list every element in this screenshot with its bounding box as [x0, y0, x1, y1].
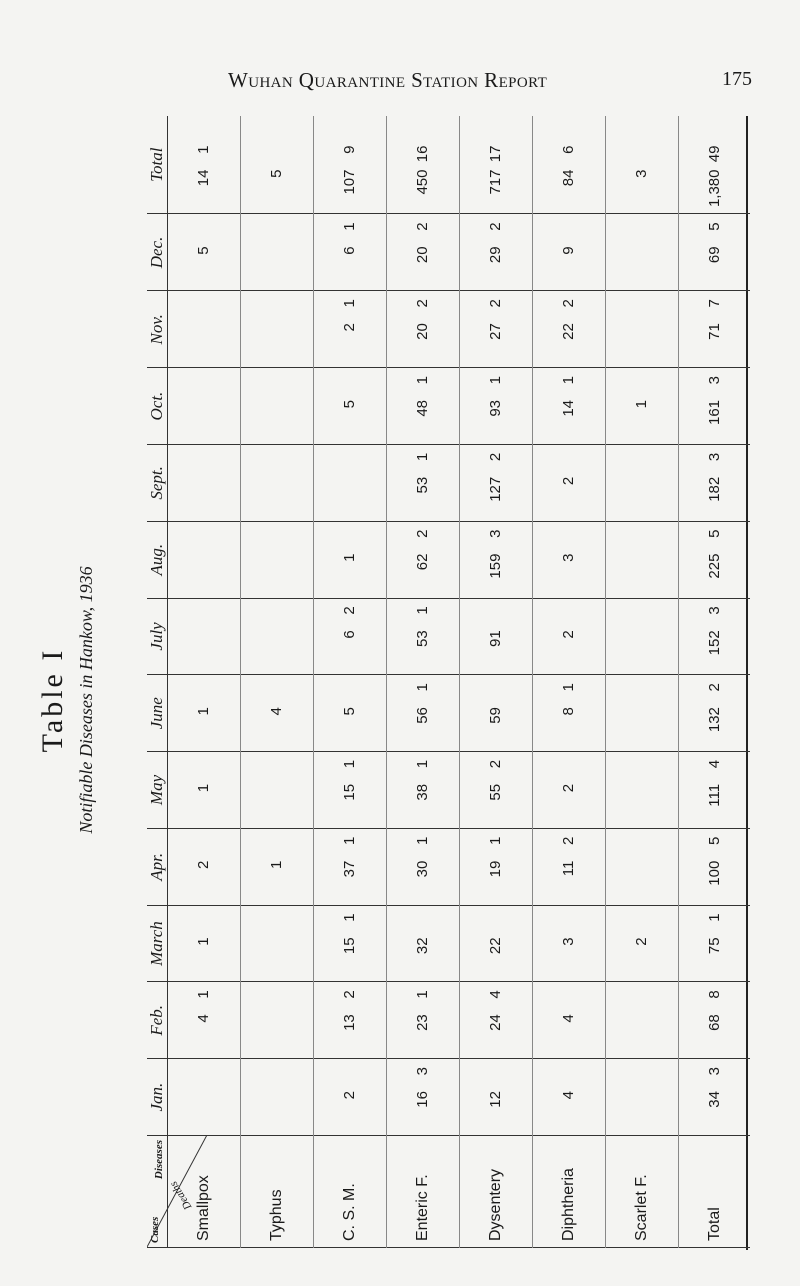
deaths-value: 2 [341, 990, 359, 999]
deaths-value: 3 [705, 1067, 723, 1076]
deaths-value: 1 [341, 299, 359, 308]
table-cell [679, 1059, 750, 1136]
cases-value: 3 [560, 937, 578, 946]
table-cell [533, 598, 606, 675]
table-cell [387, 905, 460, 982]
cases-value: 6 [341, 246, 359, 255]
disease-name: C. S. M. [314, 1136, 387, 1248]
table-cell [387, 444, 460, 521]
deaths-value: 1 [195, 990, 213, 999]
cases-value: 1 [195, 783, 213, 793]
table-cell [460, 521, 533, 598]
cases-value: 1 [195, 937, 213, 946]
cases-value: 3 [560, 553, 578, 562]
cases-value: 15 [341, 937, 359, 955]
cases-value: 14 [560, 399, 578, 417]
cases-value: 107 [341, 169, 359, 195]
table-cell [168, 521, 241, 598]
deaths-value: 4 [487, 990, 505, 999]
cases-value: 71 [705, 323, 723, 340]
cases-value: 11 [560, 860, 578, 877]
deaths-value: 1 [414, 990, 432, 999]
cases-value: 34 [705, 1091, 723, 1108]
cases-value: 1,380 [705, 169, 723, 208]
table-cell [314, 982, 387, 1059]
deaths-value: 1 [705, 913, 723, 922]
deaths-value: 7 [705, 299, 723, 308]
cases-value: 152 [705, 630, 723, 656]
table-cell [606, 905, 679, 982]
cases-value: 69 [705, 246, 723, 264]
cases-value: 182 [705, 476, 723, 502]
table-cell [241, 116, 314, 214]
table-cell [314, 116, 387, 214]
column-header: Jan. [147, 1059, 168, 1136]
deaths-value: 2 [414, 299, 432, 308]
table-cell [606, 291, 679, 368]
deaths-value: 5 [705, 222, 723, 231]
table-cell [533, 675, 606, 752]
disease-name: Dysentery [460, 1136, 533, 1248]
cases-value: 37 [341, 860, 359, 878]
table-cell [679, 905, 750, 982]
table-cell [241, 521, 314, 598]
cases-value: 56 [414, 707, 432, 724]
table-cell [460, 444, 533, 521]
table-cell [606, 1059, 679, 1136]
cases-value: 93 [487, 399, 505, 417]
deaths-value: 3 [414, 1067, 432, 1076]
deaths-value: 2 [487, 759, 505, 769]
table-cell [314, 291, 387, 368]
cases-value: 2 [560, 783, 578, 793]
deaths-value: 9 [341, 145, 359, 154]
table-cell [387, 368, 460, 445]
cases-value: 100 [705, 860, 723, 886]
table-cell [460, 116, 533, 214]
table-cell [679, 368, 750, 445]
cases-value: 24 [487, 1014, 505, 1031]
table-cell [241, 905, 314, 982]
cases-value: 5 [195, 246, 213, 255]
deaths-value: 1 [414, 452, 432, 462]
table-cell [679, 598, 750, 675]
cases-value: 20 [414, 323, 432, 340]
cases-value: 3 [633, 169, 651, 178]
table-cell [387, 521, 460, 598]
cases-value: 2 [560, 630, 578, 639]
deaths-value: 1 [560, 683, 578, 692]
table-cell [314, 598, 387, 675]
table-cell [679, 214, 750, 291]
table-cell [314, 368, 387, 445]
disease-name: Diphtheria [533, 1136, 606, 1248]
table-row [533, 116, 606, 1248]
cases-value: 2 [341, 1091, 359, 1100]
disease-name: Smallpox [168, 1136, 241, 1248]
cases-value: 20 [414, 246, 432, 264]
deaths-value: 3 [705, 375, 723, 385]
deaths-value: 2 [341, 606, 359, 615]
deaths-value: 5 [705, 529, 723, 538]
deaths-value: 6 [560, 145, 578, 154]
table-cell [460, 598, 533, 675]
diseases-table-rotated [147, 116, 750, 1248]
cases-value: 59 [487, 707, 505, 724]
cases-value: 1 [268, 860, 286, 869]
table-row [241, 116, 314, 1248]
cases-value: 55 [487, 783, 505, 801]
cases-value: 9 [560, 246, 578, 255]
cases-value: 32 [414, 937, 432, 955]
deaths-value: 2 [560, 836, 578, 845]
table-cell [460, 675, 533, 752]
column-header: Dec. [147, 214, 168, 291]
table-cell [460, 291, 533, 368]
table-cell [460, 828, 533, 905]
cases-value: 68 [705, 1014, 723, 1031]
table-cell [606, 675, 679, 752]
cases-value: 48 [414, 399, 432, 417]
page-number: 175 [722, 68, 752, 90]
deaths-value: 2 [560, 299, 578, 308]
cases-value: 29 [487, 246, 505, 264]
table-cell [679, 982, 750, 1059]
column-header: July [147, 598, 168, 675]
table-cell [679, 116, 750, 214]
table-cell [533, 444, 606, 521]
table-cell [460, 982, 533, 1059]
column-header: May [147, 752, 168, 829]
cases-value: 5 [341, 399, 359, 409]
table-cell [460, 214, 533, 291]
table-cell [168, 214, 241, 291]
table-cell [241, 675, 314, 752]
deaths-value: 4 [705, 759, 723, 769]
deaths-value: 1 [341, 836, 359, 845]
table-cell [241, 291, 314, 368]
table-cell [314, 752, 387, 829]
corner-cases-label: Cases [149, 1216, 161, 1243]
table-row [606, 116, 679, 1248]
cases-value: 4 [195, 1014, 213, 1023]
table-cell [168, 598, 241, 675]
table-cell [387, 598, 460, 675]
cases-value: 2 [195, 860, 213, 869]
cases-value: 2 [341, 323, 359, 332]
table-cell [606, 368, 679, 445]
deaths-value: 1 [341, 222, 359, 231]
cases-value: 4 [560, 1091, 578, 1100]
deaths-value: 1 [414, 683, 432, 692]
cases-value: 30 [414, 860, 432, 878]
table-cell [606, 828, 679, 905]
table-cell [314, 828, 387, 905]
table-cell [533, 521, 606, 598]
table-cell [606, 116, 679, 214]
column-header: Oct. [147, 368, 168, 445]
table-row [679, 116, 750, 1248]
cases-value: 62 [414, 553, 432, 571]
table-cell [606, 444, 679, 521]
table-cell [679, 444, 750, 521]
table-cell [679, 752, 750, 829]
table-subtitle: Notifiable Diseases in Hankow, 1936 [76, 566, 96, 834]
table-cell [460, 905, 533, 982]
cases-value: 127 [487, 476, 505, 502]
cases-value: 53 [414, 476, 432, 494]
disease-name: Total [679, 1136, 750, 1248]
table-cell [533, 752, 606, 829]
table-cell [314, 1059, 387, 1136]
table-cell [168, 116, 241, 214]
table-cell [387, 1059, 460, 1136]
deaths-value: 1 [341, 913, 359, 922]
corner-deaths-label: Deaths [167, 1179, 195, 1212]
table-row [387, 116, 460, 1248]
header-row [147, 116, 168, 1248]
table-cell [314, 214, 387, 291]
cases-value: 450 [414, 169, 432, 195]
corner-cell [147, 1136, 195, 1248]
table-row [168, 116, 241, 1248]
cases-value: 27 [487, 323, 505, 340]
cases-value: 19 [487, 860, 505, 878]
table-cell [679, 291, 750, 368]
cases-value: 5 [268, 169, 286, 178]
table-body [168, 116, 751, 1248]
table-cell [533, 116, 606, 214]
cases-value: 6 [341, 630, 359, 639]
table-cell [460, 368, 533, 445]
table-cell [314, 521, 387, 598]
table-cell [241, 598, 314, 675]
table-cell [168, 368, 241, 445]
table-row [460, 116, 533, 1248]
table-cell [460, 752, 533, 829]
cases-value: 2 [560, 476, 578, 486]
table-cell [168, 828, 241, 905]
table-cell [168, 982, 241, 1059]
cases-value: 91 [487, 630, 505, 647]
table-cell [679, 521, 750, 598]
cases-value: 717 [487, 169, 505, 195]
deaths-value: 2 [705, 683, 723, 692]
table-row [314, 116, 387, 1248]
cases-value: 132 [705, 707, 723, 733]
table-cell [168, 675, 241, 752]
deaths-value: 2 [414, 529, 432, 538]
table-cell [679, 828, 750, 905]
table-cell [533, 828, 606, 905]
report-title: Wuhan Quarantine Station Report [228, 68, 548, 92]
table-cell [168, 905, 241, 982]
cases-value: 23 [414, 1014, 432, 1031]
table-cell [533, 905, 606, 982]
table-cell [241, 1059, 314, 1136]
table-cell [241, 752, 314, 829]
diseases-table [147, 116, 750, 1248]
cases-value: 1 [195, 707, 213, 716]
cases-value: 225 [705, 553, 723, 579]
running-header [0, 68, 800, 108]
cases-value: 22 [560, 323, 578, 340]
deaths-value: 2 [487, 299, 505, 308]
deaths-value: 2 [487, 452, 505, 462]
deaths-value: 16 [414, 145, 432, 163]
deaths-value: 17 [487, 145, 505, 163]
deaths-value: 1 [341, 759, 359, 769]
table-cell [241, 444, 314, 521]
cases-value: 53 [414, 630, 432, 647]
table-label: Table I [36, 647, 69, 753]
deaths-value: 2 [487, 222, 505, 231]
cases-value: 8 [560, 707, 578, 716]
cases-value: 38 [414, 783, 432, 801]
table-cell [387, 116, 460, 214]
disease-name: Typhus [241, 1136, 314, 1248]
table-cell [168, 1059, 241, 1136]
deaths-value: 1 [195, 145, 213, 154]
column-header: Sept. [147, 444, 168, 521]
cases-value: 14 [195, 169, 213, 187]
cases-value: 13 [341, 1014, 359, 1031]
table-cell [460, 1059, 533, 1136]
cases-value: 2 [633, 937, 651, 946]
table-cell [606, 752, 679, 829]
table-cell [606, 521, 679, 598]
column-header: March [147, 905, 168, 982]
table-cell [533, 291, 606, 368]
cases-value: 4 [560, 1014, 578, 1023]
column-header: Aug. [147, 521, 168, 598]
cases-value: 15 [341, 783, 359, 801]
table-cell [241, 828, 314, 905]
table-cell [168, 291, 241, 368]
cases-value: 22 [487, 937, 505, 955]
table-cell [241, 368, 314, 445]
cases-value: 1 [633, 399, 651, 409]
table-cell [314, 444, 387, 521]
cases-value: 16 [414, 1091, 432, 1108]
table-cell [387, 675, 460, 752]
table-cell [387, 214, 460, 291]
table-cell [387, 982, 460, 1059]
deaths-value: 1 [487, 836, 505, 845]
table-cell [606, 982, 679, 1059]
deaths-value: 3 [487, 529, 505, 538]
deaths-value: 8 [705, 990, 723, 999]
table-cell [241, 214, 314, 291]
column-header: Feb. [147, 982, 168, 1059]
table-cell [387, 752, 460, 829]
deaths-value: 1 [487, 375, 505, 385]
deaths-value: 1 [414, 375, 432, 385]
cases-value: 4 [268, 707, 286, 716]
deaths-value: 1 [414, 759, 432, 769]
deaths-value: 2 [414, 222, 432, 231]
table-cell [533, 982, 606, 1059]
table-cell [241, 982, 314, 1059]
cases-value: 12 [487, 1091, 505, 1108]
disease-name: Scarlet F. [606, 1136, 679, 1248]
cases-value: 161 [705, 399, 723, 425]
table-cell [387, 828, 460, 905]
cases-value: 84 [560, 169, 578, 187]
table-cell [679, 675, 750, 752]
column-header: June [147, 675, 168, 752]
table-cell [314, 905, 387, 982]
table-cell [314, 675, 387, 752]
deaths-value: 1 [560, 375, 578, 385]
table-cell [168, 444, 241, 521]
table-cell [533, 368, 606, 445]
disease-name: Enteric F. [387, 1136, 460, 1248]
deaths-value: 1 [414, 606, 432, 615]
table-cell [533, 214, 606, 291]
column-header: Nov. [147, 291, 168, 368]
cases-value: 5 [341, 707, 359, 716]
cases-value: 159 [487, 553, 505, 579]
cases-value: 1 [341, 553, 359, 562]
table-cell [606, 214, 679, 291]
table-cell [533, 1059, 606, 1136]
corner-diseases-label: Diseases [153, 1140, 165, 1180]
table-cell [387, 291, 460, 368]
deaths-value: 3 [705, 452, 723, 462]
deaths-value: 1 [414, 836, 432, 845]
deaths-value: 5 [705, 836, 723, 845]
column-header: Total [147, 116, 168, 214]
table-cell [168, 752, 241, 829]
cases-value: 75 [705, 937, 723, 955]
deaths-value: 49 [705, 145, 723, 163]
cases-value: 111 [705, 783, 723, 807]
table-cell [606, 598, 679, 675]
deaths-value: 3 [705, 606, 723, 615]
column-header: Apr. [147, 828, 168, 905]
